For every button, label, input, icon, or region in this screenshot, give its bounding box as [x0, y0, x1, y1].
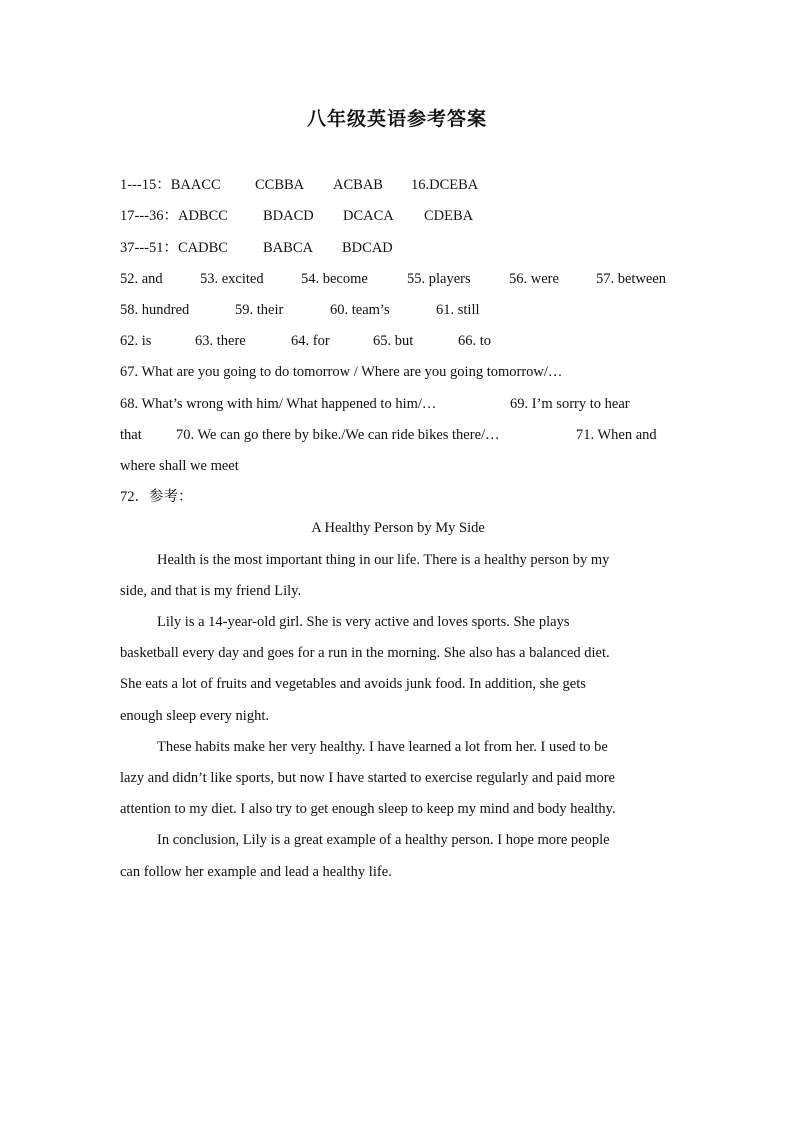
- answer-cell: 1---15：BAACC: [120, 177, 221, 193]
- essay-title: A Healthy Person by My Side: [311, 520, 485, 536]
- page-title: 八年级英语参考答案: [306, 109, 487, 130]
- answer-cell: 71. When and: [576, 427, 657, 443]
- answer-row-1: [120, 175, 680, 195]
- essay-line: Health is the most important thing in our life. There is a healthy person by my: [157, 552, 610, 568]
- answer-cell: CDEBA: [424, 208, 474, 224]
- answer-row-8: [120, 394, 680, 414]
- answer-cell: BABCA: [263, 240, 313, 256]
- answer-cell: 64. for: [291, 333, 330, 349]
- answer-cell: 55. players: [407, 271, 471, 287]
- answer-cell: 53. excited: [200, 271, 264, 287]
- answer-row-3: [120, 238, 680, 258]
- answer-cell: 66. to: [458, 333, 492, 349]
- essay-line: attention to my diet. I also try to get enough sleep to keep my mind and body healthy.: [120, 801, 616, 817]
- answer-cell: 68. What’s wrong with him/ What happened to him/…: [120, 396, 437, 412]
- essay-line: lazy and didn’t like sports, but now I have started to exercise regularly and paid more: [120, 770, 615, 786]
- answer-row-5: [120, 300, 680, 320]
- answer-row-2: [120, 206, 680, 226]
- answer-cell: 63. there: [195, 333, 246, 349]
- essay-line: basketball every day and goes for a run in the morning. She also has a balanced diet.: [120, 645, 610, 661]
- answer-row-4: [120, 269, 680, 289]
- essay-line: can follow her example and lead a healthy life.: [120, 864, 392, 880]
- essay-line: She eats a lot of fruits and vegetables and avoids junk food. In addition, she gets: [120, 676, 586, 692]
- answer-cell: 59. their: [235, 302, 284, 318]
- answer-cell: 52. and: [120, 271, 163, 287]
- essay-line: enough sleep every night.: [120, 708, 269, 724]
- essay-line: side, and that is my friend Lily.: [120, 583, 302, 599]
- answer-cell: 60. team’s: [330, 302, 390, 318]
- answer-cell: CCBBA: [255, 177, 305, 193]
- answer-cell: DCACA: [343, 208, 394, 224]
- answer-cell: 17---36：ADBCC: [120, 208, 228, 224]
- answer-cell: 16.DCEBA: [411, 177, 479, 193]
- answer-row-6: [120, 331, 680, 351]
- answer-cell: 58. hundred: [120, 302, 190, 318]
- answer-cell: 54. become: [301, 271, 368, 287]
- essay-line: Lily is a 14-year-old girl. She is very active and loves sports. She plays: [157, 614, 570, 630]
- answer-row-11: 72．参考：: [120, 489, 193, 505]
- answer-row-9: [120, 425, 680, 445]
- answer-cell: 57. between: [596, 271, 667, 287]
- essay-line: In conclusion, Lily is a great example of a healthy person. I hope more people: [157, 832, 610, 848]
- answer-row-7: 67. What are you going to do tomorrow / Where are you going tomorrow/…: [120, 364, 563, 380]
- answer-row-10: where shall we meet: [120, 458, 239, 474]
- answer-cell: ACBAB: [333, 177, 383, 193]
- answer-cell: 61. still: [436, 302, 480, 318]
- answer-cell: BDCAD: [342, 240, 393, 256]
- answer-cell: 65. but: [373, 333, 414, 349]
- answer-cell: that: [120, 427, 142, 443]
- answer-cell: 62. is: [120, 333, 152, 349]
- answer-cell: BDACD: [263, 208, 314, 224]
- answer-cell: 37---51：CADBC: [120, 240, 228, 256]
- answer-cell: 56. were: [509, 271, 559, 287]
- answer-cell: 69. I’m sorry to hear: [510, 396, 630, 412]
- essay-line: These habits make her very healthy. I have learned a lot from her. I used to be: [157, 739, 608, 755]
- answer-cell: 70. We can go there by bike./We can ride bikes there/…: [176, 427, 500, 443]
